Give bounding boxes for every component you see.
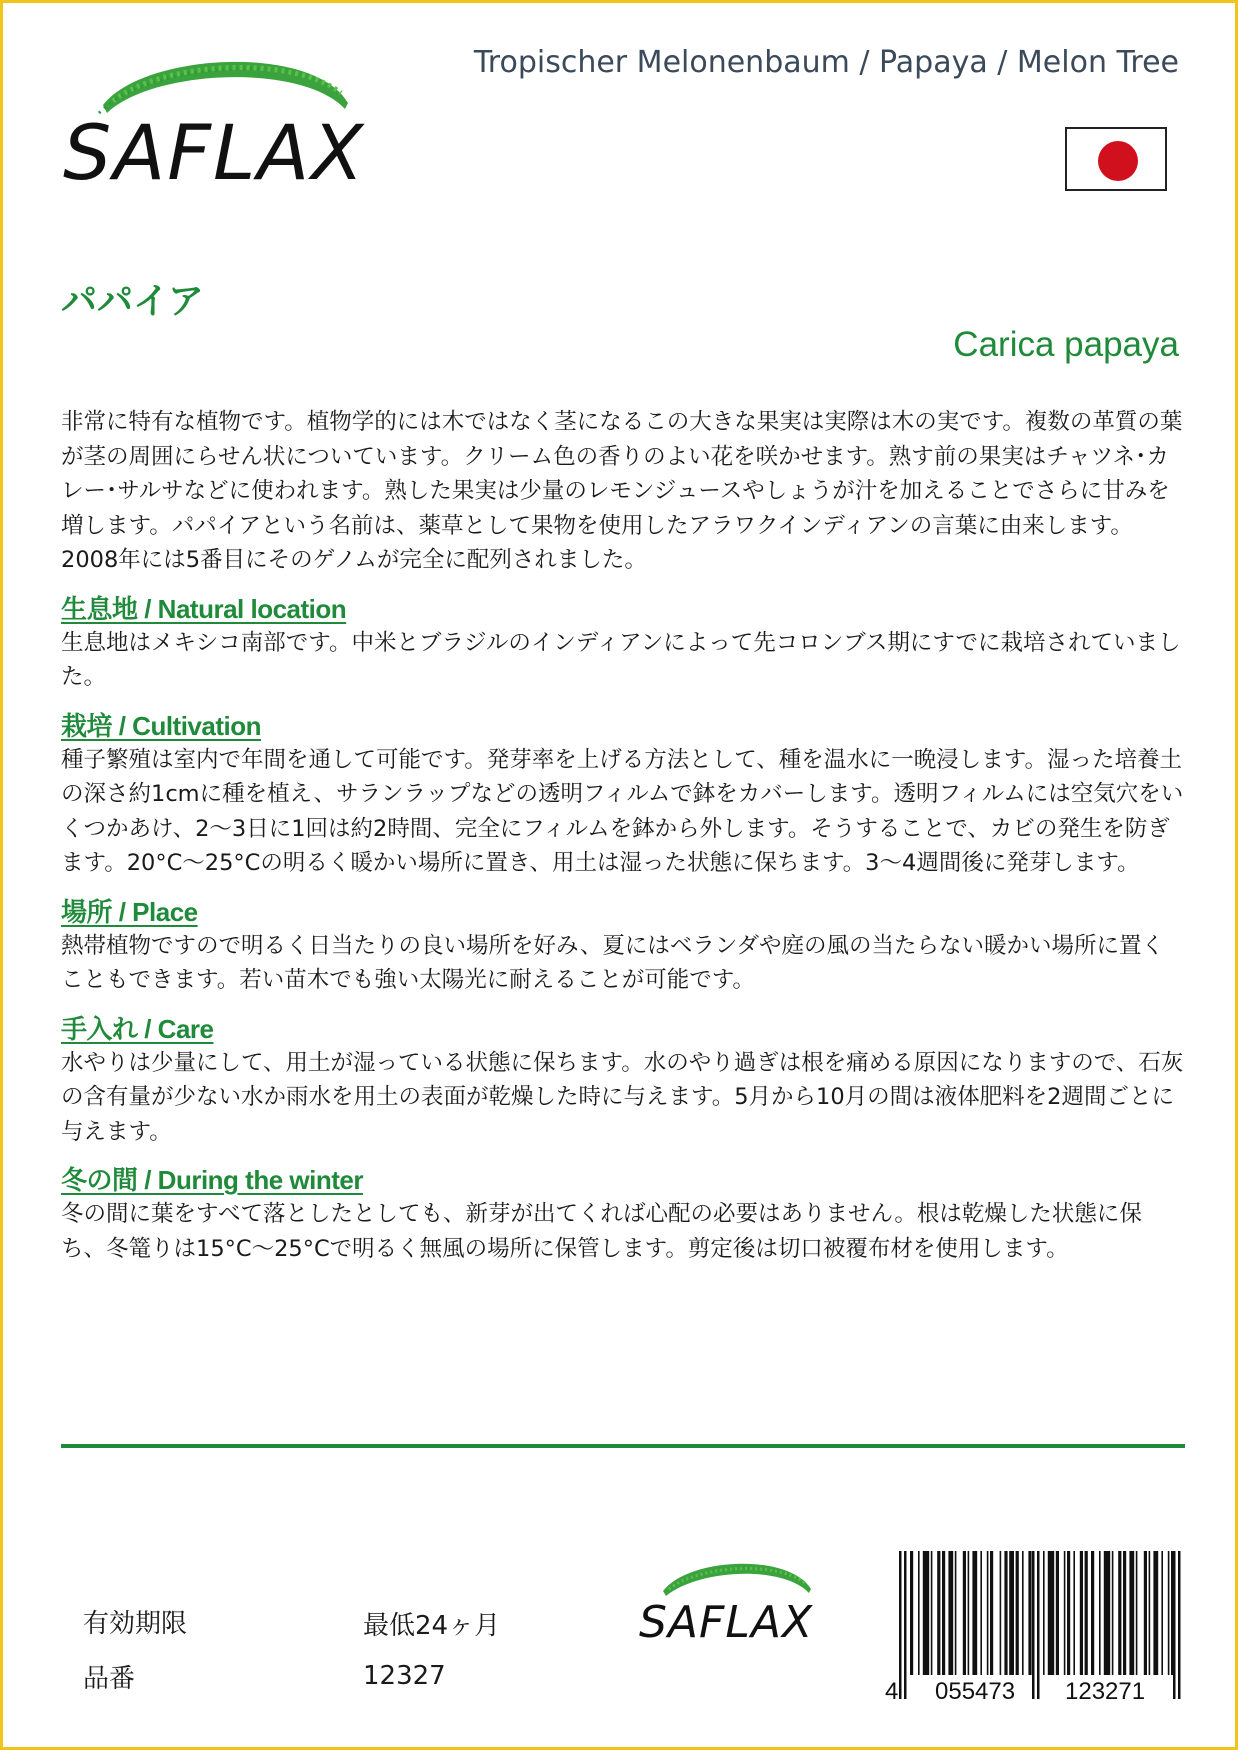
barcode-bar — [1153, 1551, 1158, 1675]
svg-text:SAFLAX: SAFLAX — [63, 108, 366, 197]
section-title-winter: 冬の間 / During the winter — [61, 1165, 363, 1195]
barcode-bar — [1043, 1551, 1045, 1675]
barcode-bar — [1123, 1551, 1126, 1675]
barcode-bar — [1064, 1551, 1066, 1675]
saflax-logo — [63, 43, 403, 211]
barcode-bar — [1129, 1551, 1134, 1675]
barcode-bar — [1067, 1551, 1070, 1675]
barcode-bar — [1073, 1551, 1075, 1675]
barcode-bar — [1161, 1551, 1163, 1675]
footer-divider — [61, 1444, 1185, 1448]
barcode-bar — [1136, 1551, 1138, 1675]
barcode-bar — [987, 1551, 989, 1675]
section-title-place: 場所 / Place — [61, 896, 198, 927]
barcode-bar — [948, 1551, 953, 1675]
barcode-bar — [1168, 1551, 1170, 1675]
expiry-value: 最低24ヶ月 — [363, 1611, 501, 1641]
barcode-guard-bar — [1178, 1551, 1181, 1699]
barcode-bar — [1009, 1551, 1014, 1675]
section-text-place: 熱帯植物ですので明るく日当たりの良い場所を好み、夏にはベランダや庭の風の当たらない暖かい場所に置くこともできます。若い苗木でも強い太陽光に耐えることが可能です。 — [61, 932, 1164, 993]
barcode-guard-bar — [1173, 1551, 1176, 1699]
barcode-bar — [1112, 1551, 1114, 1675]
description-body — [61, 405, 1185, 1266]
barcode-right-digits: 123271 — [1065, 1678, 1146, 1705]
barcode-bar — [923, 1551, 929, 1675]
intro-paragraph: 非常に特有な植物です。植物学的には木ではなく茎になるこの大きな果実は実際は木の実です。複数の革質の葉が茎の周囲にらせん状についています。クリーム色の香りのよい花を咲かせます。熟す前の果実はチャツネ･カレー･サルサなどに使われます。熟した果実は少量のレモンジュースやしょうが汁を加えることでさらに甘みを増します。パパイアという名前は、薬草として果物を使用したアラワクインディアンの言葉に由来します。2008年には5番目にそのゲノムが完全に配列されました。 — [61, 409, 1183, 573]
expiry-label: 有効期限 — [83, 1609, 188, 1639]
section-text-care: 水やりは少量にして、用土が湿っている状態に保ちます。水のやり過ぎは根を痛める原因になりますので、石灰の含有量が少ない水か雨水を用土の表面が乾燥した時に与えます。5月から10月の間は液体肥料を2週間ごとに与えます。 — [61, 1049, 1184, 1145]
barcode-bar — [1144, 1551, 1147, 1675]
barcode-bar — [968, 1551, 970, 1675]
barcode-bar — [1004, 1551, 1007, 1675]
barcode-bar — [980, 1551, 982, 1675]
barcode-bar — [937, 1551, 940, 1675]
barcode-bar — [1056, 1551, 1059, 1675]
item-number-value: 12327 — [363, 1661, 446, 1691]
section-title-natural-location: 生息地 / Natural location — [61, 593, 347, 624]
section-text-cultivation: 種子繁殖は室内で年間を通して可能です。発芽率を上げる方法として、種を温水に一晩浸します。湿った培養土の深さ約1cmに種を植え、サランラップなどの透明フィルムで鉢をカバーします。透明フィルムには空気穴をいくつかあけ、2～3日に1回は約2時間、完全にフィルムを鉢から外します。そうすることで、カビの発生を防ぎます。20°C～25°Cの明るく暖かい場所に置き、用土は湿った状態に保ちます。3～4週間後に発芽します。 — [61, 746, 1184, 876]
barcode-bar — [963, 1551, 966, 1675]
barcode-bar — [990, 1551, 993, 1675]
barcode-guard-bar — [904, 1551, 907, 1699]
barcode — [885, 1551, 1185, 1711]
barcode-bar — [931, 1551, 933, 1675]
barcode-bar — [942, 1551, 945, 1675]
barcode-bar — [1022, 1551, 1024, 1675]
plant-name-latin: Carica papaya — [953, 325, 1179, 364]
section-text-winter: 冬の間に葉をすべて落としたとしても、新芽が出てくれば心配の必要はありません。根は乾燥した状態に保ち、冬篭りは15°C～25°Cで明るく無風の場所に保管します。剪定後は切口被覆布材を使用します。 — [61, 1201, 1142, 1262]
barcode-guard-bar — [899, 1551, 902, 1699]
barcode-bar — [1149, 1551, 1151, 1675]
barcode-bar — [910, 1551, 913, 1675]
plant-name-japanese: パパイア — [61, 281, 204, 322]
barcode-bar — [1016, 1551, 1019, 1675]
barcode-bar — [1099, 1551, 1101, 1675]
item-number-label: 品番 — [83, 1664, 136, 1694]
barcode-guard-bar — [1032, 1551, 1035, 1699]
barcode-left-digits: 055473 — [935, 1678, 1016, 1705]
barcode-first-digit: 4 — [885, 1678, 899, 1705]
barcode-bar — [1048, 1551, 1054, 1675]
barcode-bar — [955, 1551, 957, 1675]
section-title-care: 手入れ / Care — [61, 1013, 214, 1044]
barcode-guard-bar — [1037, 1551, 1040, 1699]
barcode-bar — [1000, 1551, 1002, 1675]
section-title-cultivation: 栽培 / Cultivation — [61, 710, 262, 741]
barcode-bar — [1028, 1551, 1031, 1675]
barcode-bar — [1104, 1551, 1110, 1675]
saflax-logo-small — [639, 1551, 839, 1651]
product-title: Tropischer Melonenbaum / Papaya / Melon Tree — [473, 45, 1179, 80]
barcode-bar — [972, 1551, 977, 1675]
section-text-natural-location: 生息地はメキシコ南部です。中米とブラジルのインディアンによって先コロンブス期にすでに栽培されていました。 — [61, 629, 1181, 690]
barcode-bar — [918, 1551, 920, 1675]
barcode-bar — [1118, 1551, 1121, 1675]
svg-text:SAFLAX: SAFLAX — [639, 1597, 814, 1648]
barcode-bar — [1091, 1551, 1094, 1675]
barcode-bar — [1080, 1551, 1083, 1675]
barcode-bar — [1085, 1551, 1088, 1675]
japan-flag-icon — [1065, 127, 1167, 191]
